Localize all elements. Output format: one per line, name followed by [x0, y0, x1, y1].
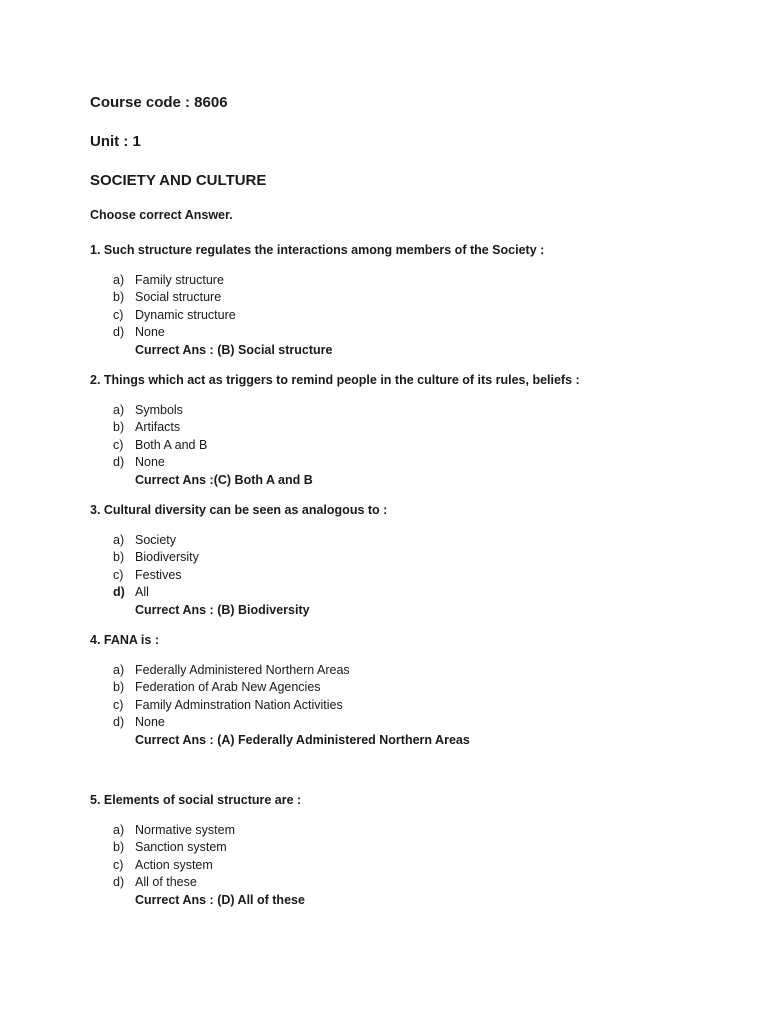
option-item	[113, 697, 730, 714]
correct-answer: Currect Ans :(C) Both A and B	[135, 472, 313, 487]
option-text: None	[135, 325, 165, 340]
question-block-5	[90, 792, 730, 909]
option-letter: a)	[113, 823, 125, 837]
option-text: Federally Administered Northern Areas	[135, 663, 350, 677]
option-text: Social structure	[135, 290, 222, 305]
option-text: None	[135, 715, 165, 730]
option-item	[113, 822, 730, 839]
option-letter: b)	[113, 290, 125, 305]
option-text: None	[135, 455, 165, 470]
question-text: 5. Elements of social structure are :	[90, 793, 302, 807]
option-text: Sanction system	[135, 840, 227, 855]
option-letter: d)	[113, 875, 125, 890]
option-letter: b)	[113, 550, 125, 565]
question-block-3	[90, 502, 730, 619]
instruction-text: Choose correct Answer.	[90, 208, 233, 222]
option-item	[113, 714, 730, 731]
option-text: Normative system	[135, 823, 236, 837]
option-letter: c)	[113, 697, 124, 712]
option-letter: a)	[113, 533, 125, 547]
option-item	[113, 662, 730, 679]
option-text: Family Adminstration Nation Activities	[135, 697, 343, 712]
option-list	[90, 662, 730, 732]
correct-answer: Currect Ans : (B) Social structure	[135, 342, 333, 357]
question-text: 4. FANA is :	[90, 633, 159, 647]
option-text: Family structure	[135, 273, 224, 287]
option-item	[113, 437, 730, 454]
option-item	[113, 289, 730, 306]
option-item	[113, 402, 730, 419]
option-item	[113, 549, 730, 566]
option-item	[113, 679, 730, 696]
option-item	[113, 419, 730, 436]
option-letter: a)	[113, 403, 125, 417]
option-letter: c)	[113, 437, 124, 452]
option-letter: a)	[113, 663, 125, 677]
option-text: Symbols	[135, 403, 183, 417]
section-title: SOCIETY AND CULTURE	[90, 172, 267, 189]
option-text: All	[135, 585, 149, 600]
option-text: Biodiversity	[135, 550, 199, 565]
option-letter: d)	[113, 455, 125, 470]
option-item	[113, 454, 730, 471]
option-letter: c)	[113, 857, 124, 872]
option-list	[90, 822, 730, 892]
question-text: 1. Such structure regulates the interactions among members of the Society :	[90, 243, 545, 257]
option-letter: b)	[113, 680, 125, 695]
option-item	[113, 307, 730, 324]
option-item	[113, 324, 730, 341]
option-text: Artifacts	[135, 420, 181, 435]
option-list	[90, 402, 730, 472]
option-text: Society	[135, 533, 176, 547]
question-text: 2. Things which act as triggers to remind people in the culture of its rules, beliefs :	[90, 373, 580, 387]
correct-answer: Currect Ans : (D) All of these	[135, 892, 305, 907]
question-text: 3. Cultural diversity can be seen as analogous to :	[90, 503, 388, 517]
option-text: Dynamic structure	[135, 307, 236, 322]
option-letter: a)	[113, 273, 125, 287]
correct-answer: Currect Ans : (A) Federally Administered Northern Areas	[135, 732, 470, 747]
option-item	[113, 857, 730, 874]
option-letter: d)	[113, 325, 125, 340]
option-text: Federation of Arab New Agencies	[135, 680, 321, 695]
option-text: Festives	[135, 567, 182, 582]
option-item	[113, 874, 730, 891]
option-list	[90, 272, 730, 342]
option-text: Both A and B	[135, 437, 208, 452]
option-letter: b)	[113, 420, 125, 435]
question-block-2	[90, 372, 730, 489]
option-list	[90, 532, 730, 602]
option-letter: d)	[113, 585, 125, 600]
question-block-1	[90, 242, 730, 359]
question-block-4	[90, 632, 730, 749]
course-code-heading: Course code : 8606	[90, 94, 228, 111]
unit-heading: Unit : 1	[90, 133, 141, 150]
option-letter: d)	[113, 715, 125, 730]
option-letter: c)	[113, 567, 124, 582]
correct-answer: Currect Ans : (B) Biodiversity	[135, 602, 310, 617]
option-item	[113, 584, 730, 601]
option-text: All of these	[135, 875, 197, 890]
option-item	[113, 839, 730, 856]
option-item	[113, 532, 730, 549]
option-letter: c)	[113, 307, 124, 322]
option-item	[113, 272, 730, 289]
option-text: Action system	[135, 857, 213, 872]
option-item	[113, 567, 730, 584]
option-letter: b)	[113, 840, 125, 855]
